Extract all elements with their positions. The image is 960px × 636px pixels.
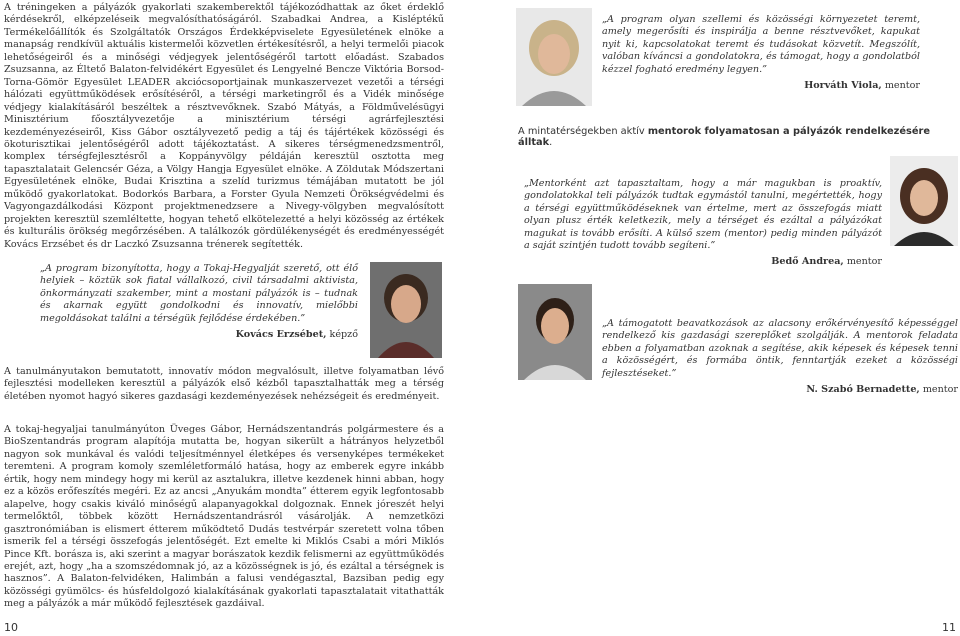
horvath-quote-block <box>602 14 920 92</box>
page-number-left: 10 <box>4 621 18 634</box>
szabo-quote-author <box>602 384 958 396</box>
bedo-portrait-photo <box>890 156 958 246</box>
horvath-quote-author <box>602 80 920 92</box>
kovacs-author-name: Kovács Erzsébet, <box>235 329 327 341</box>
kovacs-quote-text: „A program bizonyította, hogy a Tokaj-Hegyalját szerető, ott élő helyiek – köztük sok fiatal vállalkozó, civil társadalmi aktivista, önkormányzati szakember, mint a mostani pályázók is – tudnak és akarnak együtt gondolkodni és innovatív, mielőbbi megoldásokat találni a térségük fejlődése érdekében.” <box>40 263 358 324</box>
szabo-quote-text: „A támogatott beavatkozások az alacsony erőkérvényesítő képességgel rendelkező kis gazdasági szereplőket szolgálják. A mentorok feladata ebben a folyamatban azoknak a segítése, akik képesek és képesek tenni a közösségért, és formába öntik, fenntartják ezeket a közösségi fejlesztéseket.” <box>602 318 958 379</box>
szabo-quote-block <box>602 318 958 396</box>
horvath-portrait-photo <box>516 8 592 106</box>
page-number-right: 11 <box>942 621 956 634</box>
mentor-heading-bold: mentorok folyamatosan a pályázók rendelkezésére álltak <box>518 126 930 148</box>
right-page <box>480 0 960 636</box>
mentor-heading-suffix: . <box>549 137 553 148</box>
horvath-author-role: mentor <box>881 80 920 92</box>
kovacs-portrait-photo <box>370 262 442 358</box>
horvath-quote-text: „A program olyan szellemi és közösségi környezetet teremt, amely megerősíti és inspirálja a benne résztvevőket, kapukat nyit ki, kapcsolatokat teremt és tudásokat közvetít. Megszólít, valóban kíváncsi a gondolatokra, és támogat, hogy a gondolatból kézzel fogható eredmény legyen.” <box>602 14 920 75</box>
szabo-portrait-photo <box>518 284 592 380</box>
bedo-author-name: Bedő Andrea, <box>771 256 844 268</box>
kovacs-author-role: képző <box>326 329 358 341</box>
study-trip-paragraph: A tanulmányutakon bemutatott, innovatív módon megvalósult, illetve folyamatban lévő fejlesztési modelleken keresztül a pályázók első kézből tapasztalhatták meg a térség életében nyomot hagyó sikeres gazdasági kezdeményezések nehézségeit és eredményeit. <box>4 366 444 402</box>
szabo-author-role: mentor <box>919 384 958 396</box>
szabo-author-name: N. Szabó Bernadette, <box>806 384 920 396</box>
intro-paragraph: A tréningeken a pályázók gyakorlati szakemberektől tájékozódhattak az őket érdeklő kérdésekről, elképzeléseik megvalósíthatóságáról. Szabadkai Andrea, a Kisléptékű Termékelőállítók és Szolgáltatók Országos Érdekképviselete Egyesületének elnöke a manapság rendkívül aktuális kistermelői közvetlen értékesítésről, a helyi termelői piacok lehetőségeiről és a minőségi védjegyek jelentőségéről tartott előadást. Szabados Zsuzsanna, az Éltető Balaton-felvidékért Egyesület és Lengyelné Bencze Viktória Borsod-Torna-Gömör Egyesület LEADER akciócsoportjainak munkaszervezet vezetői a térségi hálózati együttműködések erősítéséről, a térségi marketingről és a Vidék minősége védjegy kialakításáról beszéltek a résztvevőknek. Szabó Mátyás, a Földművelésügyi Minisztérium főosztályvezetője a minisztérium térségi agrárfejlesztési kezdeményezéseiről, Kiss Gábor osztályvezető pedig a táj és tájértékek közösségi és ökoturisztikai jelentőségéről adott tájékoztatást. A sikeres térségmenedzsmentről, komplex térségfejlesztésről a Koppányvölgy példáján keresztül osztotta meg tapasztalatait Gelencsér Géza, a Völgy Hangja Egyesület elnöke. A Zöldutak Módszertani Egyesületének elnöke, Budai Krisztina a szelíd turizmus témájában mutatott be jól működő gyakorlatokat. Bodorkós Barbara, a Forster Gyula Nemzeti Örökségvédelmi és Vagyongazdálkodási Központ projektmenedzsere a Nivegy-völgyben megvalósított projekten keresztül szemléltette, hogyan tehető elkötelezetté a helyi közösség az értékek és kulturális örökség megőrzésében. A találkozók gördülékenységét és eredményességét Kovács Erzsébet és dr Laczkó Zsuzsanna trénerek segítették. <box>4 2 444 250</box>
kovacs-quote-block <box>40 263 358 341</box>
bedo-quote-author <box>524 256 882 268</box>
horvath-author-name: Horváth Viola, <box>804 80 882 92</box>
mentor-heading <box>518 126 960 148</box>
bedo-author-role: mentor <box>843 256 882 268</box>
bedo-quote-text: „Mentorként azt tapasztaltam, hogy a már magukban is proaktív, gondolatokkal teli pályázók tudtak egymástól tanulni, megértették, hogy a térségi együttműködéseknek van értelme, mert az összefogás miatt olyan plusz érték keletkezik, mely a térséget és ezáltal a pályázókat magukat is tovább erősíti. A külső szem (mentor) pedig minden pályázót a saját szintjén tudott tovább segíteni.” <box>524 178 882 252</box>
tokaj-trip-paragraph: A tokaj-hegyaljai tanulmányúton Üveges Gábor, Hernádszentandrás polgármestere és a BioSzentandrás program alapítója mutatta be, hogyan sikerült a hátrányos helyzetből nagyon sok munkával és valódi teljesítménnyel életképes és versenyképes termékeket teremteni. A program komoly szemléletformáló hatása, hogy az emberek egyre inkább értik, hogy nem mindegy hogy mi kerül az asztalukra, illetve kezdenek hinni abban, hogy ez a közös erőfeszítés megéri. Ez az ancsi „Anyukám mondta” étterem egyik legfontosabb alapelve, hogy csakis kiváló minőségű alapanyagokkal dolgoznak. Ennek jóreszét helyi termelőktől, többek között Hernádszentandrásról vásárolják. A nemzetközi gasztronómiában is elismert étterem működtető Dudás testvérpár szeretett volna tőben ismerik fel a térségi összefogás jelentőségét. Ezt emelte ki Miklós Csabi a móri Miklós Pince Kft. borásza is, aki szerint a magyar borászatok kezdik felismerni az együttműködés erejét, azt, hogy „ha a szomszédomnak jó, az a közösségnek is jó, és ezáltal a térségnek is hasznos”. A Balaton-felvidéken, Halimbán a falusi vendégasztal, Bazsiban pedig egy közösségi gyümölcs- és húsfeldolgozó kialakításának gyakorlati tapasztalatait vitathatták meg a pályázók a már működő fejlesztések gazdáival. <box>4 424 444 610</box>
kovacs-quote-author <box>40 329 358 341</box>
bedo-quote-block <box>524 178 882 268</box>
mentor-heading-prefix: A mintatérségekben aktív <box>518 126 648 137</box>
